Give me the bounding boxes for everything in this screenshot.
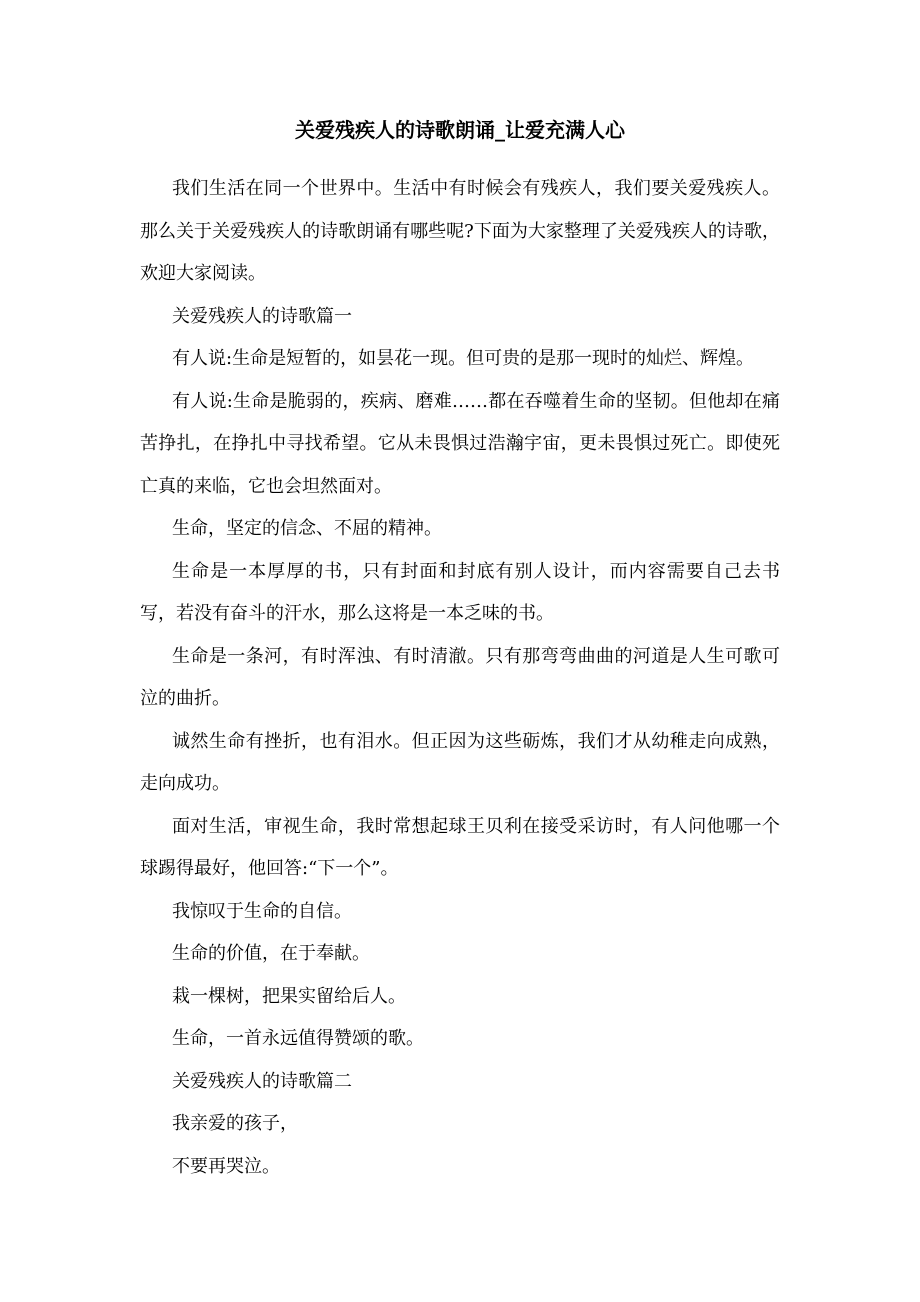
poem-paragraph: 我惊叹于生命的自信。: [172, 900, 352, 922]
poem-paragraph: 生命是一条河，有时浑浊、有时清澈。只有那弯弯曲曲的河道是人生可歌可泣的曲折。: [140, 645, 780, 709]
poem-paragraph: 不要再哭泣。: [172, 1155, 280, 1177]
poem-paragraph: 我亲爱的孩子，: [172, 1113, 298, 1134]
document-body: [140, 168, 780, 1188]
poem-paragraph: 有人说:生命是脆弱的，疾病、磨难……都在吞噬着生命的坚韧。但他却在痛苦挣扎，在挣扎中寻找希望。它从未畏惧过浩瀚宇宙，更未畏惧过死亡。即使死亡真的来临，它也会坦然面对。: [140, 390, 780, 497]
poem-paragraph: 生命是一本厚厚的书，只有封面和封底有别人设计，而内容需要自己去书写，若没有奋斗的汗水，那么这将是一本乏味的书。: [140, 560, 780, 624]
section-heading-part-one: 关爱残疾人的诗歌篇一: [172, 305, 352, 327]
poem-paragraph: 生命，一首永远值得赞颂的歌。: [172, 1028, 424, 1049]
poem-paragraph: 生命的价值，在于奉献。: [172, 943, 370, 964]
section-heading-part-two: 关爱残疾人的诗歌篇二: [172, 1070, 352, 1092]
poem-paragraph: 面对生活，审视生命，我时常想起球王贝利在接受采访时，有人问他哪一个球踢得最好，他回答:“下一个”。: [140, 815, 780, 879]
poem-paragraph: 生命，坚定的信念、不屈的精神。: [172, 518, 442, 539]
poem-paragraph: 诚然生命有挫折，也有泪水。但正因为这些砺炼，我们才从幼稚走向成熟，走向成功。: [140, 730, 780, 794]
poem-paragraph: 栽一棵树，把果实留给后人。: [172, 985, 406, 1007]
document-title: 关爱残疾人的诗歌朗诵_让爱充满人心: [295, 118, 625, 142]
intro-paragraph: 我们生活在同一个世界中。生活中有时候会有残疾人，我们要关爱残疾人。那么关于关爱残疾人的诗歌朗诵有哪些呢?下面为大家整理了关爱残疾人的诗歌，欢迎大家阅读。: [140, 178, 780, 284]
poem-paragraph: 有人说:生命是短暂的，如昙花一现。但可贵的是那一现时的灿烂、辉煌。: [172, 348, 755, 369]
